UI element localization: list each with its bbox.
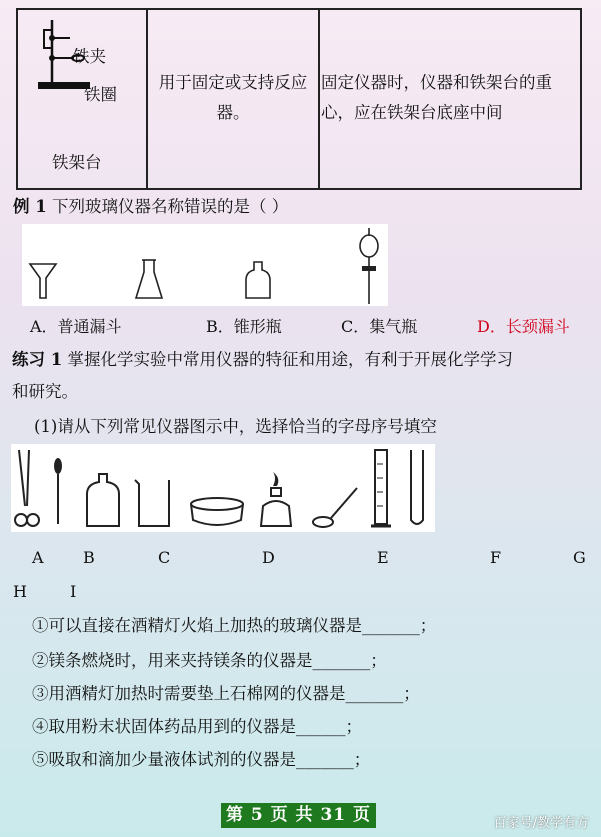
letter-h: H xyxy=(13,582,27,601)
note-cell: 固定仪器时，仪器和铁架台的重心，应在铁架台底座中间 xyxy=(321,73,552,122)
table-divider xyxy=(318,10,320,188)
question-item-1: ①可以直接在酒精灯火焰上加热的玻璃仪器是_______； xyxy=(32,616,437,635)
page-number: 第 5 页 共 31 页 xyxy=(221,803,376,828)
label-ring: 铁圈 xyxy=(84,85,117,104)
instruments-figure xyxy=(11,444,435,532)
wide-mouth-bottle-icon xyxy=(87,474,119,526)
alcohol-lamp-icon xyxy=(261,472,291,526)
question-item-2: ②镁条燃烧时，用来夹持镁条的仪器是_______； xyxy=(32,651,387,670)
example1-text: 下列玻璃仪器名称错误的是（ ） xyxy=(51,197,289,216)
letter-b: B xyxy=(83,548,95,567)
letter-d: D xyxy=(262,548,275,567)
dropper-icon xyxy=(54,458,62,524)
label-stand: 铁架台 xyxy=(52,153,102,172)
example1-line xyxy=(13,193,288,217)
gas-jar-icon xyxy=(246,262,270,298)
option-d: D．长颈漏斗 xyxy=(477,317,570,336)
tongs-icon xyxy=(15,450,39,526)
letter-f: F xyxy=(490,548,502,567)
option-a: A．普通漏斗 xyxy=(30,317,122,336)
option-c: C．集气瓶 xyxy=(341,317,418,336)
letter-a: A xyxy=(32,548,44,567)
letter-i: I xyxy=(70,582,77,601)
exercise1-title: 练习 1 xyxy=(12,350,63,369)
example1-title: 例 1 xyxy=(13,197,47,216)
graduated-cylinder-icon xyxy=(371,450,391,526)
conical-flask-icon xyxy=(136,260,162,298)
option-b: B．锥形瓶 xyxy=(206,317,282,336)
spatula-icon xyxy=(313,488,357,527)
exercise1-sub1: (1)请从下列常见仪器图示中，选择恰当的字母序号填空 xyxy=(34,417,437,436)
table-divider xyxy=(146,10,148,188)
label-clamp: 铁夹 xyxy=(73,47,106,66)
letter-g: G xyxy=(573,548,586,567)
use-cell: 用于固定或支持反应器。 xyxy=(158,73,308,122)
beaker-icon xyxy=(135,480,169,526)
letter-e: E xyxy=(377,548,389,567)
evaporating-dish-icon xyxy=(191,498,243,525)
separatory-funnel-icon xyxy=(360,228,378,304)
question-item-4: ④取用粉末状固体药品用到的仪器是______； xyxy=(32,717,362,736)
funnel-icon xyxy=(30,264,56,298)
exercise1-line1 xyxy=(12,346,592,370)
test-tube-icon xyxy=(411,450,423,524)
apparatus-table xyxy=(16,8,582,190)
exercise1-line2: 和研究。 xyxy=(12,382,78,401)
exercise1-text: 掌握化学实验中常用仪器的特征和用途，有利于开展化学学习 xyxy=(67,350,513,369)
letter-c: C xyxy=(158,548,171,567)
question-item-3: ③用酒精灯加热时需要垫上石棉网的仪器是_______； xyxy=(32,684,420,703)
watermark: 百家号/教学有方 xyxy=(493,816,589,831)
glassware-figure xyxy=(22,224,388,306)
question-item-5: ⑤吸取和滴加少量液体试剂的仪器是_______； xyxy=(32,750,371,769)
